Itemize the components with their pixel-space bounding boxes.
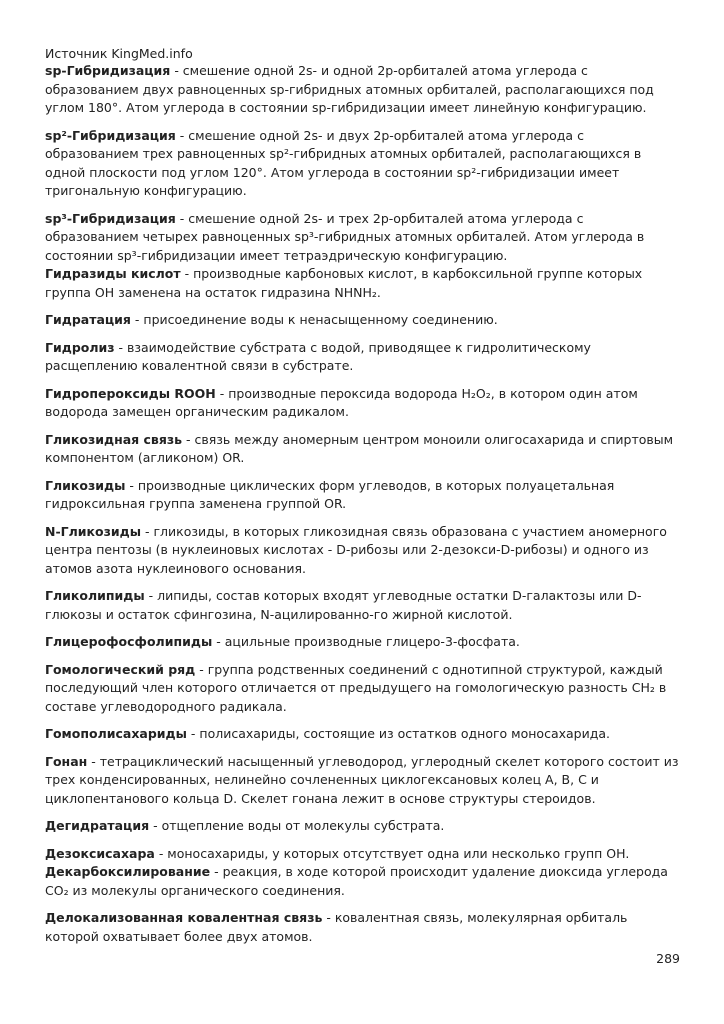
glossary-term: Гомологический ряд (45, 661, 196, 677)
glossary-term: Дегидратация (45, 818, 150, 833)
glossary-entry (45, 339, 679, 376)
glossary-definition: - реакция, в ходе которой происходит удаление диоксида углерода CO₂ из молекулы органического соединения. (45, 864, 668, 898)
glossary-definition: - отщепление воды от молекулы субстрата. (149, 818, 445, 833)
glossary-entry (45, 431, 679, 468)
glossary-definition: - моносахариды, у которых отсутствует одна или несколько групп OH. (154, 845, 630, 861)
glossary-definition: - гликозиды, в которых гликозидная связь образована с участием аномерного центра пентозы (в нуклеиновых кислотах - D-рибозы или 2-дезокси-D-рибозы) и одного из атомов азота нуклеинового основания. (45, 523, 667, 576)
glossary-term: Декарбоксилирование (45, 864, 211, 879)
glossary-entry (45, 523, 679, 579)
glossary-definition: - взаимодействие субстрата с водой, приводящее к гидролитическому расщеплению ковалентной связи в субстрате. (45, 339, 591, 373)
glossary-term: sp³-Гибридизация (45, 210, 176, 226)
glossary-entry (45, 661, 679, 717)
glossary-entry (45, 210, 679, 266)
glossary-definition: - липиды, состав которых входят углеводные остатки D-галактозы или D-глюкозы и остаток сфингозина, N-ацилированно-го жирной кислотой. (45, 588, 642, 622)
glossary-definition: - ковалентная связь, молекулярная орбиталь которой охватывает более двух атомов. (45, 910, 628, 944)
glossary-entry (45, 817, 679, 836)
glossary-entry (45, 477, 679, 514)
glossary-entry (45, 265, 679, 302)
glossary-term: Гидролиз (45, 339, 115, 355)
glossary-definition: - смешение одной 2s- и трех 2p-орбиталей атома углерода с образованием четырех равноценных sp³-гибридных атомных орбиталей. Атом углерода в состоянии sp³-гибридизации имеет тетраэдрическую конфигурацию. (45, 210, 645, 263)
glossary-term: Гидропероксиды ROOH (45, 385, 216, 401)
glossary-definition: - группа родственных соединений с однотипной структурой, каждый последующий член которого отличается от предыдущего на гомологическую разность CH₂ в составе углеводородного радикала. (45, 661, 667, 714)
glossary-term: N-Гликозиды (45, 523, 142, 539)
glossary-term: Гидратация (45, 312, 131, 327)
glossary-entry (45, 845, 679, 864)
glossary-content (45, 62, 679, 946)
glossary-definition: - производные циклических форм углеводов, в которых полуацетальная гидроксильная группа заменена группой OR. (45, 477, 615, 511)
source-header: Источник KingMed.info (45, 46, 193, 61)
glossary-entry (45, 753, 679, 809)
glossary-definition: - связь между аномерным центром моноили олигосахарида и спиртовым компонентом (агликоном) OR. (45, 431, 674, 465)
glossary-entry (45, 909, 679, 946)
glossary-definition: - производные карбоновых кислот, в карбоксильной группе которых группа OH заменена на остаток гидразина NHNH₂. (45, 266, 643, 300)
glossary-term: sp-Гибридизация (45, 63, 171, 78)
glossary-entry (45, 127, 679, 201)
glossary-term: Гликозидная связь (45, 431, 183, 447)
glossary-definition: - тетрациклический насыщенный углеводород, углеродный скелет которого состоит из трех конденсированных, нелинейно сочлененных циклогексановых колец А, В, С и циклопентанового кольца D. Скелет гонана лежит в основе структуры стероидов. (45, 753, 679, 806)
glossary-definition: - ацильные производные глицеро-3-фосфата. (212, 634, 520, 649)
glossary-term: Гликолипиды (45, 588, 145, 603)
glossary-definition: - полисахариды, состоящие из остатков одного моносахарида. (186, 726, 610, 741)
page-number: 289 (656, 951, 680, 966)
glossary-entry (45, 725, 679, 744)
glossary-definition: - производные пероксида водорода H₂O₂, в котором один атом водорода замещен органическим радикалом. (45, 385, 638, 419)
glossary-entry (45, 311, 679, 330)
glossary-entry (45, 863, 679, 900)
glossary-term: Гонан (45, 753, 88, 769)
glossary-definition: - смешение одной 2s- и двух 2p-орбиталей атома углерода с образованием трех равноценных sp²-гибридных атомных орбиталей, располагающихся в одной плоскости под углом 120°. Атом углерода в состоянии sp²-гибридизации имеет тригональную конфигурацию. (45, 127, 642, 198)
glossary-entry (45, 385, 679, 422)
glossary-definition: - присоединение воды к ненасыщенному соединению. (130, 312, 498, 327)
glossary-entry (45, 633, 679, 652)
glossary-term: Гидразиды кислот (45, 266, 181, 281)
glossary-term: Гомополисахариды (45, 726, 187, 741)
glossary-definition: - смешение одной 2s- и одной 2p-орбиталей атома углерода с образованием двух равноценных sp-гибридных атомных орбиталей, располагающихся под углом 180°. Атом углерода в состоянии sp-гибридизации имеет линейную конфигурацию. (45, 63, 654, 115)
glossary-term: Глицерофосфолипиды (45, 634, 213, 649)
glossary-entry (45, 587, 679, 624)
glossary-entry (45, 62, 679, 118)
glossary-term: Дезоксисахара (45, 845, 155, 861)
glossary-term: Делокализованная ковалентная связь (45, 910, 323, 925)
glossary-term: sp²-Гибридизация (45, 127, 176, 143)
glossary-term: Гликозиды (45, 477, 126, 493)
